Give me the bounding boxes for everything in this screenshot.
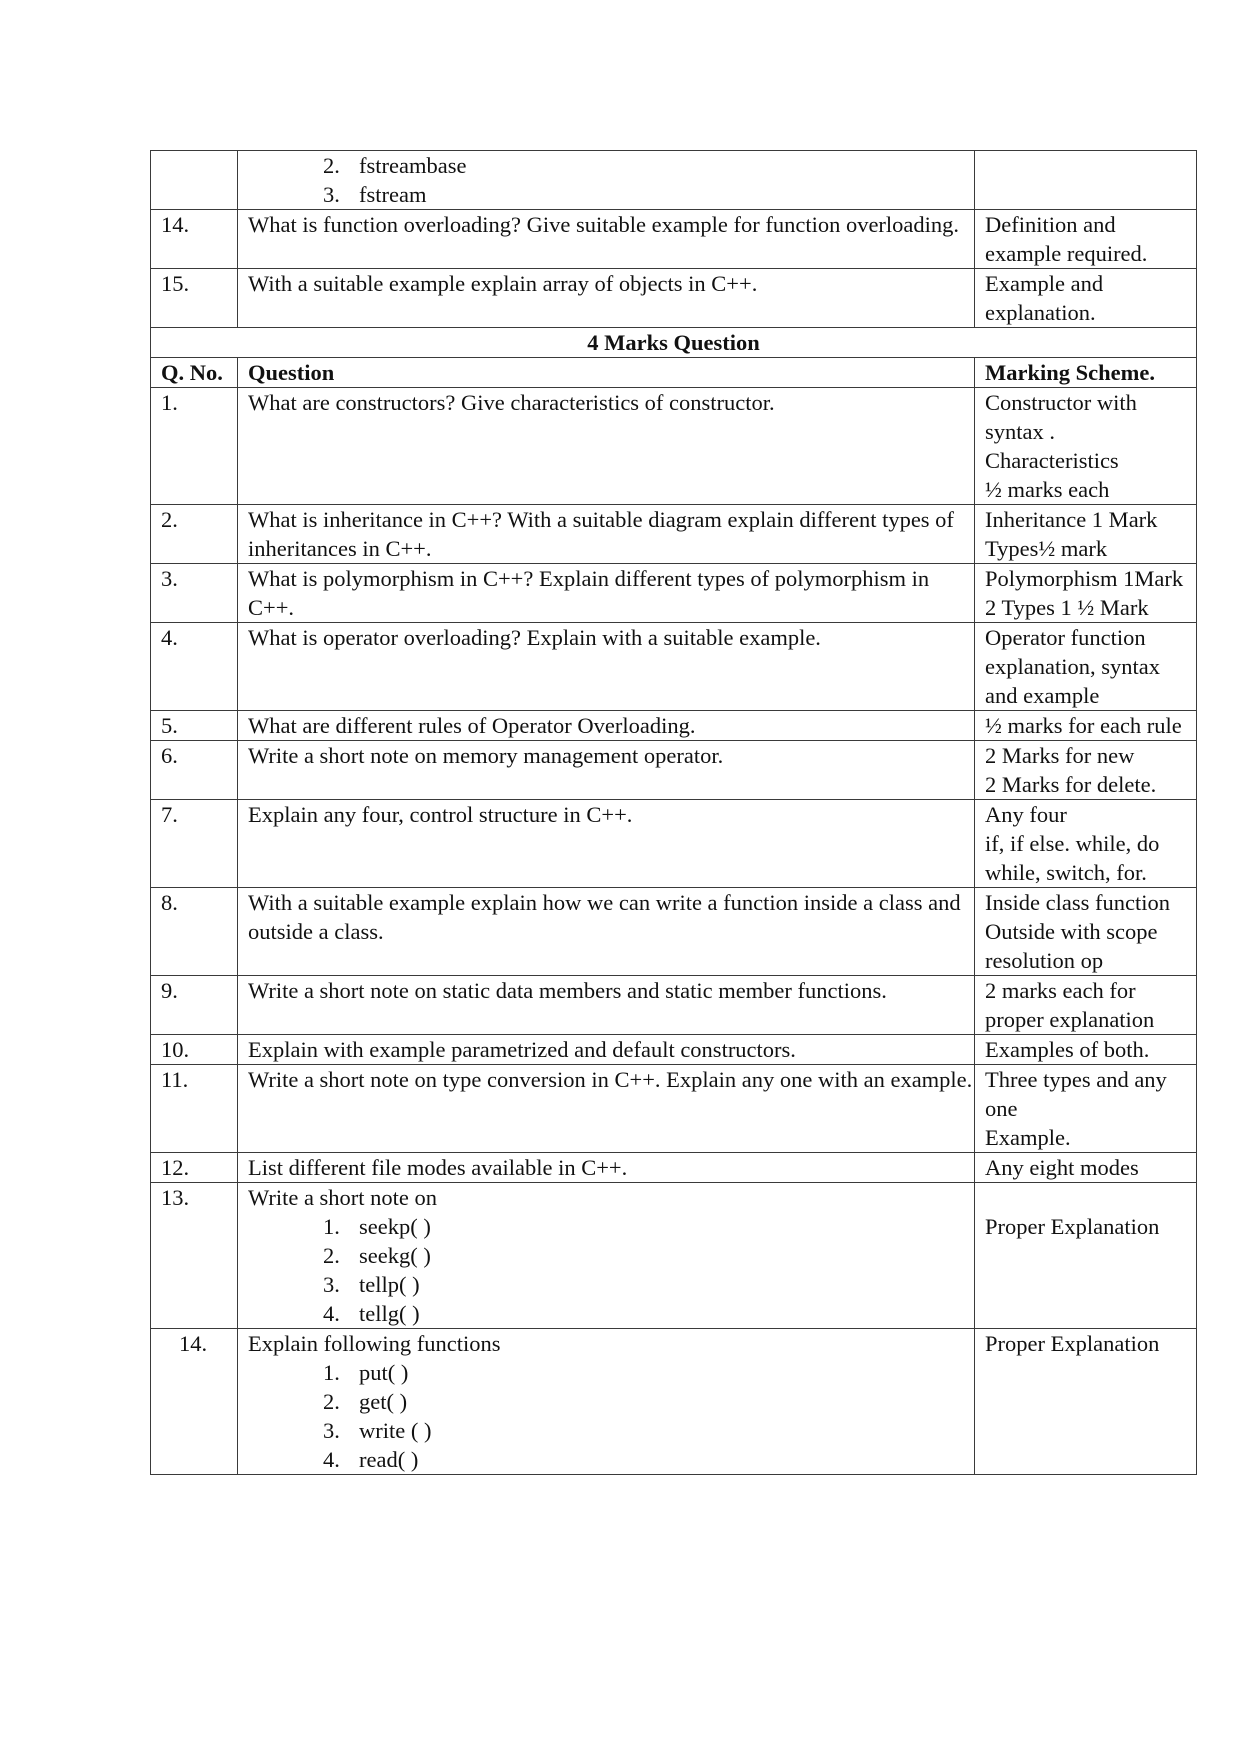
question-cell: What is inheritance in C++? With a suitable diagram explain different types of inheritances in C++.	[238, 505, 975, 564]
list-item: 4. tellg( )	[323, 1301, 420, 1326]
table-row	[151, 623, 1197, 711]
question-cell	[238, 151, 975, 210]
qno-cell: 14.	[151, 1329, 238, 1475]
scheme-cell: Example and explanation.	[975, 269, 1197, 328]
scheme-cell: Inheritance 1 Mark Types½ mark	[975, 505, 1197, 564]
header-row	[151, 358, 1197, 388]
sub-list	[248, 151, 974, 209]
question-cell: What are different rules of Operator Overloading.	[238, 711, 975, 741]
scheme-cell: Examples of both.	[975, 1035, 1197, 1065]
list-item: 2. get( )	[323, 1389, 408, 1414]
scheme-cell: ½ marks for each rule	[975, 711, 1197, 741]
scheme-cell: 2 Marks for new 2 Marks for delete.	[975, 741, 1197, 800]
scheme-cell: 2 marks each for proper explanation	[975, 976, 1197, 1035]
table-row	[151, 564, 1197, 623]
sub-list	[248, 1358, 974, 1474]
header-question: Question	[238, 358, 975, 388]
scheme-cell: Any four if, if else. while, do while, switch, for.	[975, 800, 1197, 888]
scheme-cell: Definition and example required.	[975, 210, 1197, 269]
table-row	[151, 711, 1197, 741]
list-item: 1. seekp( )	[323, 1214, 431, 1239]
table-row	[151, 1065, 1197, 1153]
list-item: 3. write ( )	[323, 1418, 432, 1443]
table-row	[151, 888, 1197, 976]
table-row	[151, 1183, 1197, 1329]
scheme-cell: Proper Explanation	[975, 1329, 1197, 1475]
scheme-cell: Inside class function Outside with scope resolution op	[975, 888, 1197, 976]
table-row	[151, 1329, 1197, 1475]
list-item: 2. fstreambase	[323, 153, 467, 178]
header-scheme: Marking Scheme.	[975, 358, 1197, 388]
qno-cell: 2.	[151, 505, 238, 564]
question-cell	[238, 1329, 975, 1475]
scheme-cell: Operator function explanation, syntax and example	[975, 623, 1197, 711]
question-cell: Explain with example parametrized and default constructors.	[238, 1035, 975, 1065]
table-row	[151, 976, 1197, 1035]
question-table	[150, 150, 1197, 1475]
qno-cell: 10.	[151, 1035, 238, 1065]
qno-cell: 12.	[151, 1153, 238, 1183]
qno-cell: 6.	[151, 741, 238, 800]
qno-cell	[151, 151, 238, 210]
question-cell: What is polymorphism in C++? Explain different types of polymorphism in C++.	[238, 564, 975, 623]
scheme-cell	[975, 1183, 1197, 1329]
qno-cell: 13.	[151, 1183, 238, 1329]
question-intro: Write a short note on	[248, 1185, 438, 1210]
qno-cell: 14.	[151, 210, 238, 269]
qno-cell: 3.	[151, 564, 238, 623]
qno-cell: 7.	[151, 800, 238, 888]
scheme-cell: Constructor with syntax . Characteristics ½ marks each	[975, 388, 1197, 505]
qno-cell: 11.	[151, 1065, 238, 1153]
section-row	[151, 328, 1197, 358]
question-cell: Explain any four, control structure in C++.	[238, 800, 975, 888]
scheme-cell: Three types and any one Example.	[975, 1065, 1197, 1153]
list-item: 3. tellp( )	[323, 1272, 420, 1297]
table-row	[151, 505, 1197, 564]
table-row	[151, 1035, 1197, 1065]
scheme-cell: Any eight modes	[975, 1153, 1197, 1183]
question-intro: Explain following functions	[248, 1331, 501, 1356]
question-cell: Write a short note on type conversion in C++. Explain any one with an example.	[238, 1065, 975, 1153]
list-item: 1. put( )	[323, 1360, 409, 1385]
question-cell: What are constructors? Give characteristics of constructor.	[238, 388, 975, 505]
scheme-cell	[975, 151, 1197, 210]
question-cell: Write a short note on static data members and static member functions.	[238, 976, 975, 1035]
table-row	[151, 210, 1197, 269]
header-qno: Q. No.	[151, 358, 238, 388]
section-title: 4 Marks Question	[151, 328, 1197, 358]
question-cell: Write a short note on memory management operator.	[238, 741, 975, 800]
list-item: 3. fstream	[323, 182, 427, 207]
question-cell: With a suitable example explain how we can write a function inside a class and outside a class.	[238, 888, 975, 976]
qno-cell: 8.	[151, 888, 238, 976]
question-cell	[238, 1183, 975, 1329]
sub-list	[248, 1212, 974, 1328]
qno-cell: 9.	[151, 976, 238, 1035]
table-row	[151, 151, 1197, 210]
scheme-text: Proper Explanation	[985, 1214, 1160, 1239]
question-cell: List different file modes available in C++.	[238, 1153, 975, 1183]
table-row	[151, 269, 1197, 328]
table-row	[151, 1153, 1197, 1183]
qno-cell: 5.	[151, 711, 238, 741]
list-item: 4. read( )	[323, 1447, 419, 1472]
question-cell: With a suitable example explain array of objects in C++.	[238, 269, 975, 328]
table-row	[151, 741, 1197, 800]
table-row	[151, 800, 1197, 888]
question-cell: What is operator overloading? Explain with a suitable example.	[238, 623, 975, 711]
qno-cell: 4.	[151, 623, 238, 711]
qno-cell: 15.	[151, 269, 238, 328]
list-item: 2. seekg( )	[323, 1243, 431, 1268]
qno-cell: 1.	[151, 388, 238, 505]
question-cell: What is function overloading? Give suitable example for function overloading.	[238, 210, 975, 269]
scheme-cell: Polymorphism 1Mark 2 Types 1 ½ Mark	[975, 564, 1197, 623]
table-row	[151, 388, 1197, 505]
